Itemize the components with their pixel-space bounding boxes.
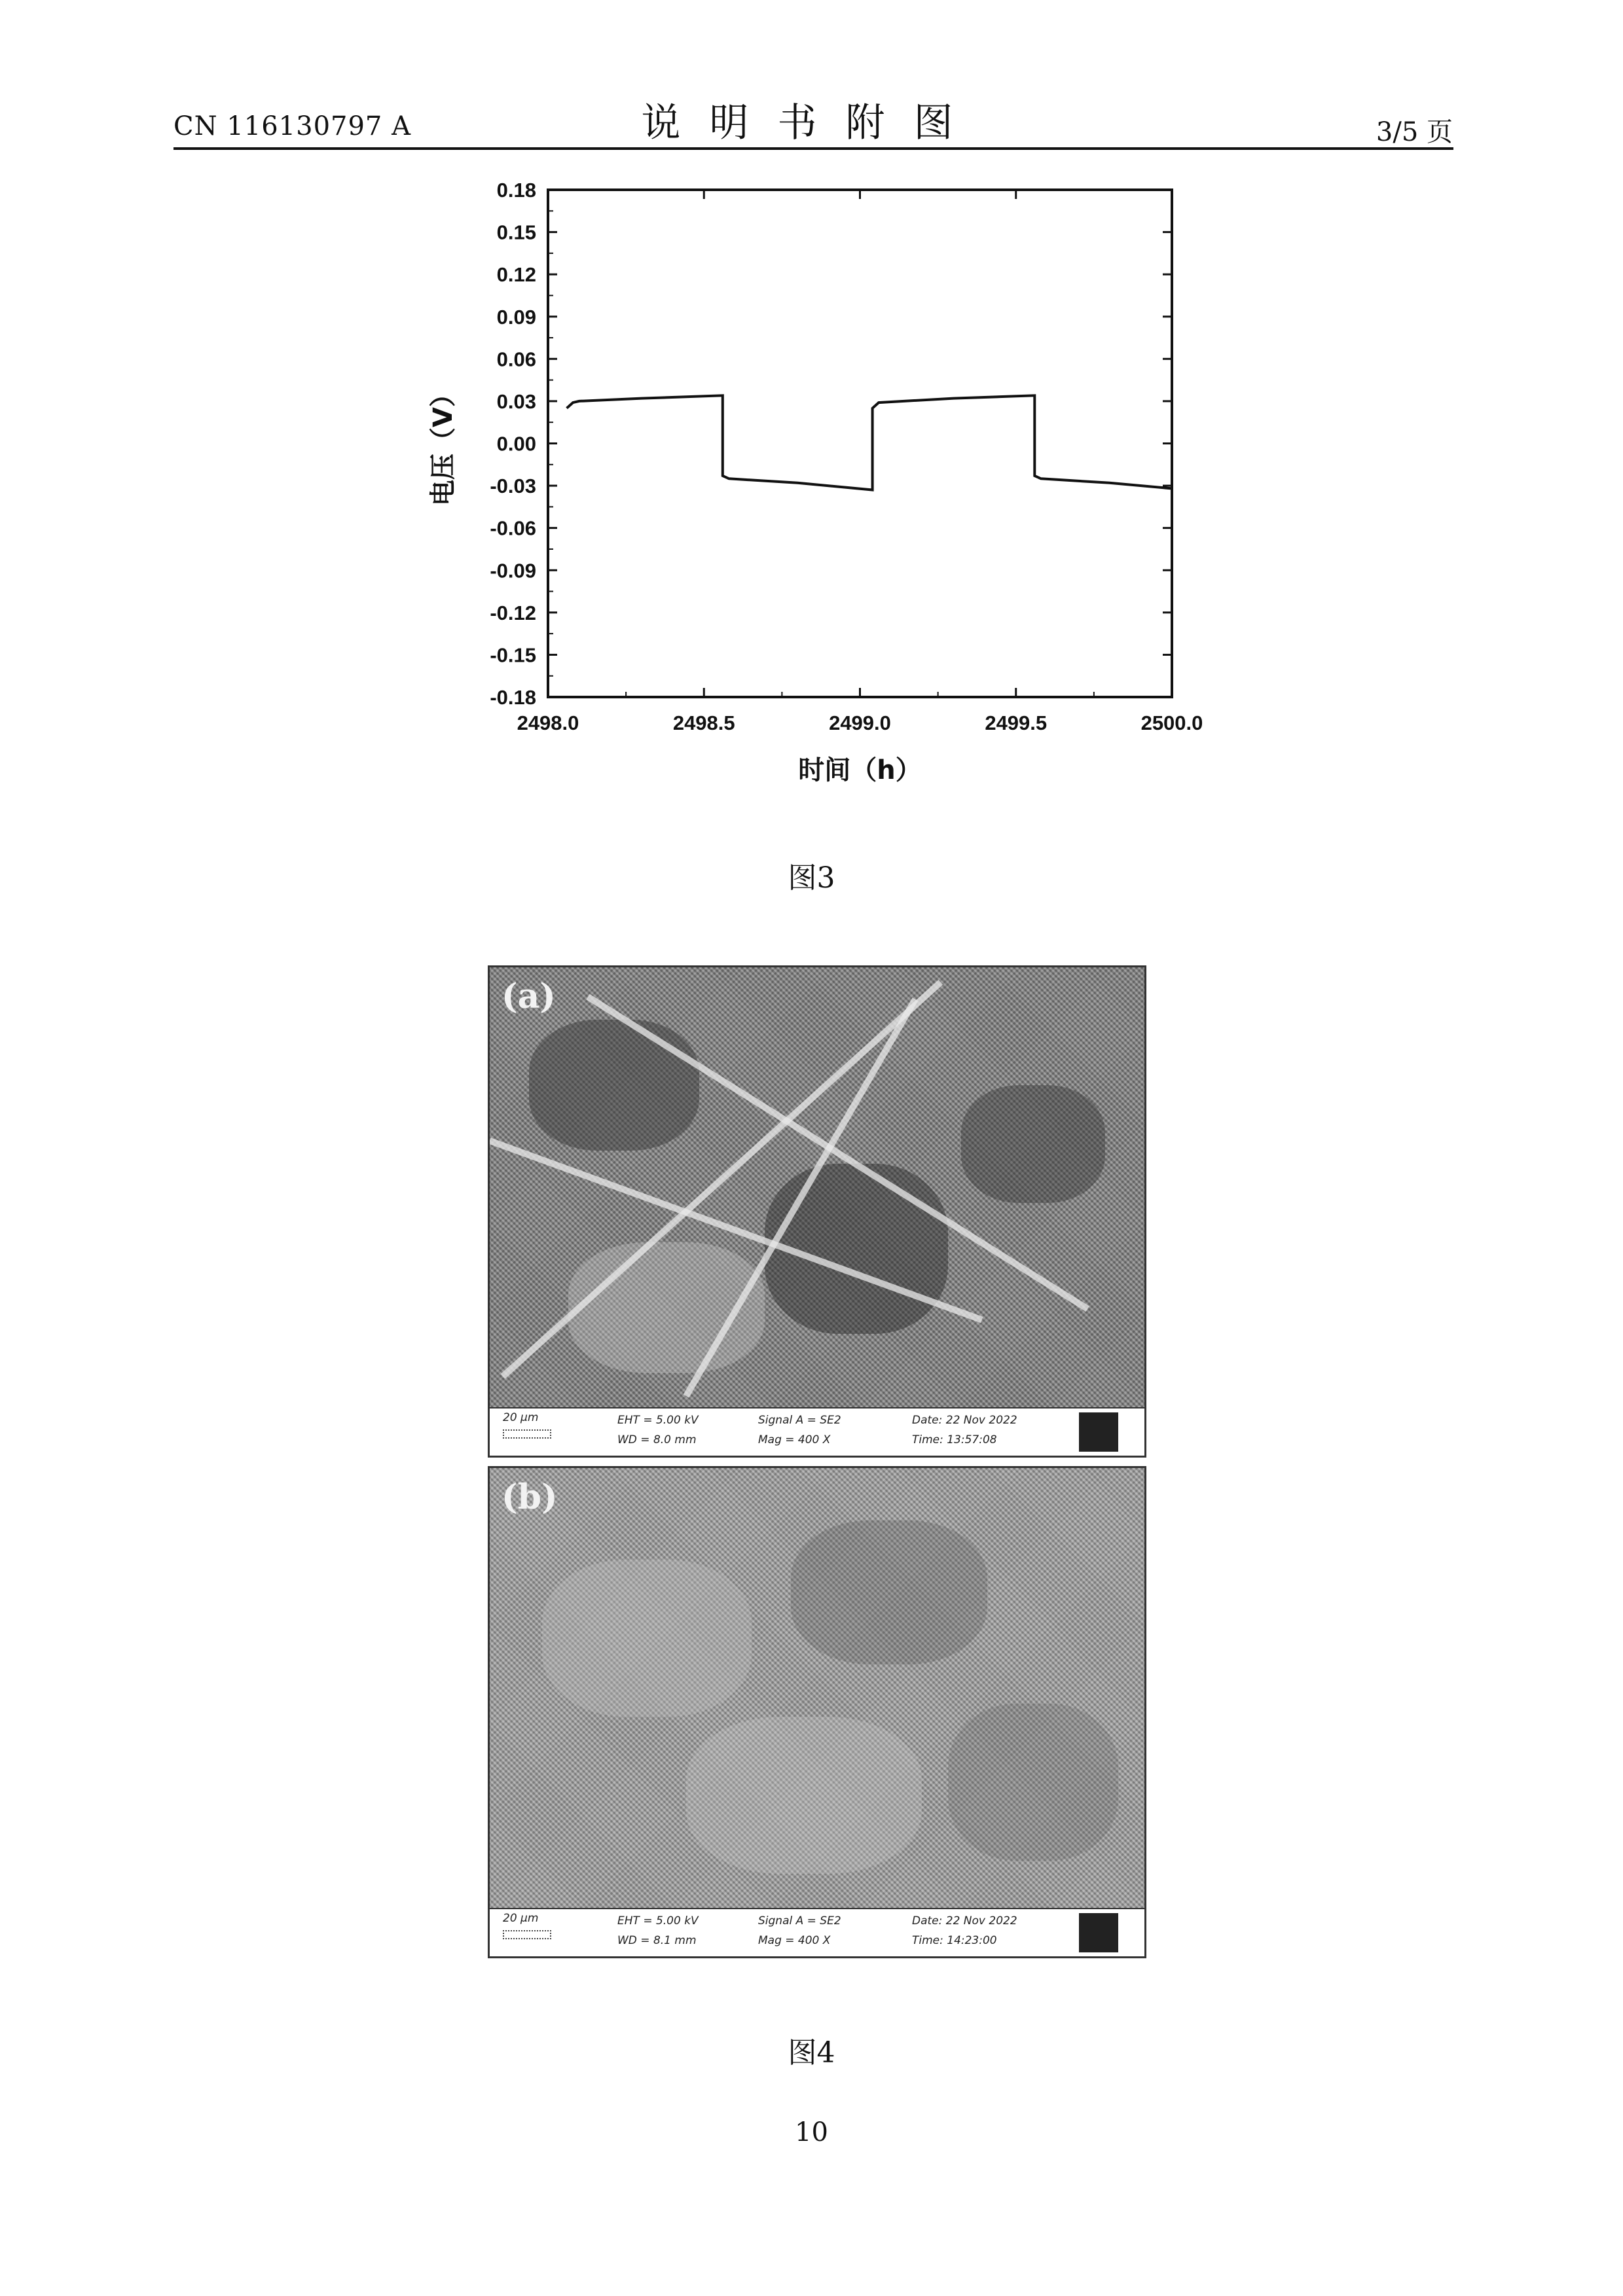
sem-info-bar-a: [490, 1407, 1144, 1456]
signal-b: Signal A = SE2: [758, 1914, 841, 1928]
eht-a: EHT = 5.00 kV: [617, 1414, 699, 1427]
figure4-caption: 图4: [788, 2036, 835, 2070]
mag-a: Mag = 400 X: [758, 1433, 831, 1446]
sem-image-a: [488, 965, 1146, 1458]
zeiss-logo-a: [1079, 1412, 1118, 1452]
y-tick-label: 0.00: [496, 432, 536, 456]
y-tick-label: 0.03: [496, 389, 536, 413]
zeiss-logo-b: [1079, 1913, 1118, 1952]
date-b: Date: 22 Nov 2022: [912, 1914, 1017, 1928]
voltage-time-chart: [0, 0, 1623, 838]
y-tick-label: -0.03: [490, 475, 536, 498]
x-tick-label: 2498.0: [517, 711, 579, 734]
panel-label-a: (a): [501, 977, 556, 1016]
page-number: 10: [795, 2117, 828, 2147]
patent-number: CN 116130797 A: [173, 111, 411, 141]
x-tick-label: 2499.5: [985, 711, 1048, 734]
wd-a: WD = 8.0 mm: [617, 1433, 697, 1446]
page-of: 3/5 页: [1376, 117, 1453, 147]
x-tick-label: 2498.5: [672, 711, 735, 734]
scale-bar-b: [503, 1930, 551, 1939]
plot-frame: [548, 190, 1172, 697]
sem-micrograph-a: [490, 967, 1144, 1408]
y-tick-label: 0.15: [496, 221, 536, 244]
x-tick-label: 2499.0: [829, 711, 891, 734]
wd-b: WD = 8.1 mm: [617, 1934, 697, 1947]
mag-b: Mag = 400 X: [758, 1934, 831, 1947]
sem-micrograph-b: [490, 1468, 1144, 1909]
sem-image-b: [488, 1466, 1146, 1958]
time-b: Time: 14:23:00: [912, 1934, 997, 1947]
y-tick-label: 0.06: [496, 348, 536, 371]
y-tick-label: 0.18: [496, 179, 536, 202]
time-a: Time: 13:57:08: [912, 1433, 997, 1446]
voltage-series-line: [567, 395, 1172, 490]
panel-label-b: (b): [501, 1477, 558, 1517]
eht-b: EHT = 5.00 kV: [617, 1914, 699, 1928]
figure3-caption: 图3: [788, 861, 835, 895]
scale-label-a: 20 µm: [503, 1411, 539, 1424]
sem-info-bar-b: [490, 1908, 1144, 1956]
y-tick-label: -0.12: [490, 601, 536, 624]
x-tick-label: 2500.0: [1140, 711, 1203, 734]
y-tick-label: -0.18: [490, 686, 536, 709]
y-tick-label: -0.09: [490, 559, 536, 583]
date-a: Date: 22 Nov 2022: [912, 1414, 1017, 1427]
y-tick-label: 0.12: [496, 263, 536, 287]
scale-bar-a: [503, 1429, 551, 1439]
y-tick-label: -0.06: [490, 516, 536, 540]
page-title: 说明书附图: [641, 100, 982, 146]
y-tick-label: 0.09: [496, 305, 536, 329]
y-axis-label: 电压（V）: [428, 381, 458, 506]
x-axis-label: 时间（h）: [798, 755, 922, 785]
signal-a: Signal A = SE2: [758, 1414, 841, 1427]
scale-label-b: 20 µm: [503, 1912, 539, 1925]
y-tick-label: -0.15: [490, 643, 536, 667]
